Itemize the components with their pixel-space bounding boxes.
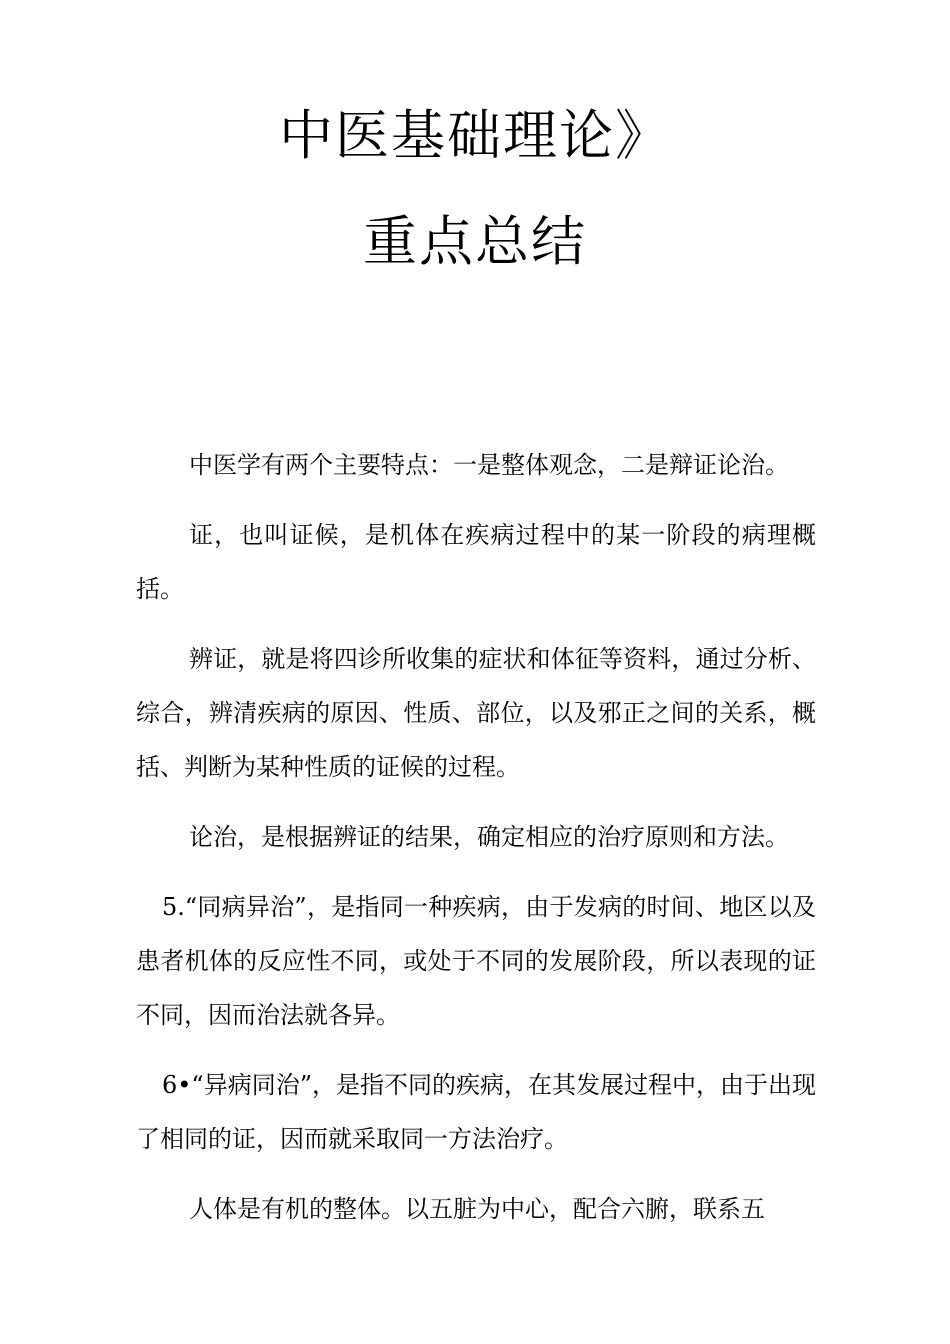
document-body: [136, 438, 816, 1252]
paragraph-bianzheng-definition: 辨证，就是将四诊所收集的症状和体征等资料，通过分析、综合，辨清疾病的原因、性质、部位，以及邪正之间的关系，概括、判断为某种性质的证候的过程。: [136, 645, 816, 781]
paragraph-yibing-tongzhi: 6•“异病同治”，是指不同的疾病，在其发展过程中，由于出现了相同的证，因而就采取同一方法治疗。: [136, 1071, 816, 1153]
document-subtitle: 重点总结: [363, 210, 587, 273]
paragraph-lunzhi-definition: 论治，是根据辨证的结果，确定相应的治疗原则和方法。: [189, 823, 789, 851]
paragraph-tongbing-yizhi: 5.“同病异治”，是指同一种疾病，由于发病的时间、地区以及患者机体的反应性不同，或处于不同的发展阶段，所以表现的证不同，因而治法就各异。: [136, 893, 816, 1029]
document-title: 中医基础理论》: [279, 104, 671, 167]
paragraph-organic-whole: 人体是有机的整体。以五脏为中心，配合六腑，联系五: [189, 1195, 765, 1223]
paragraph-features: 中医学有两个主要特点：一是整体观念，二是辩证论治。: [189, 451, 789, 479]
paragraph-zheng-definition: 证，也叫证候，是机体在疾病过程中的某一阶段的病理概括。: [136, 521, 816, 603]
